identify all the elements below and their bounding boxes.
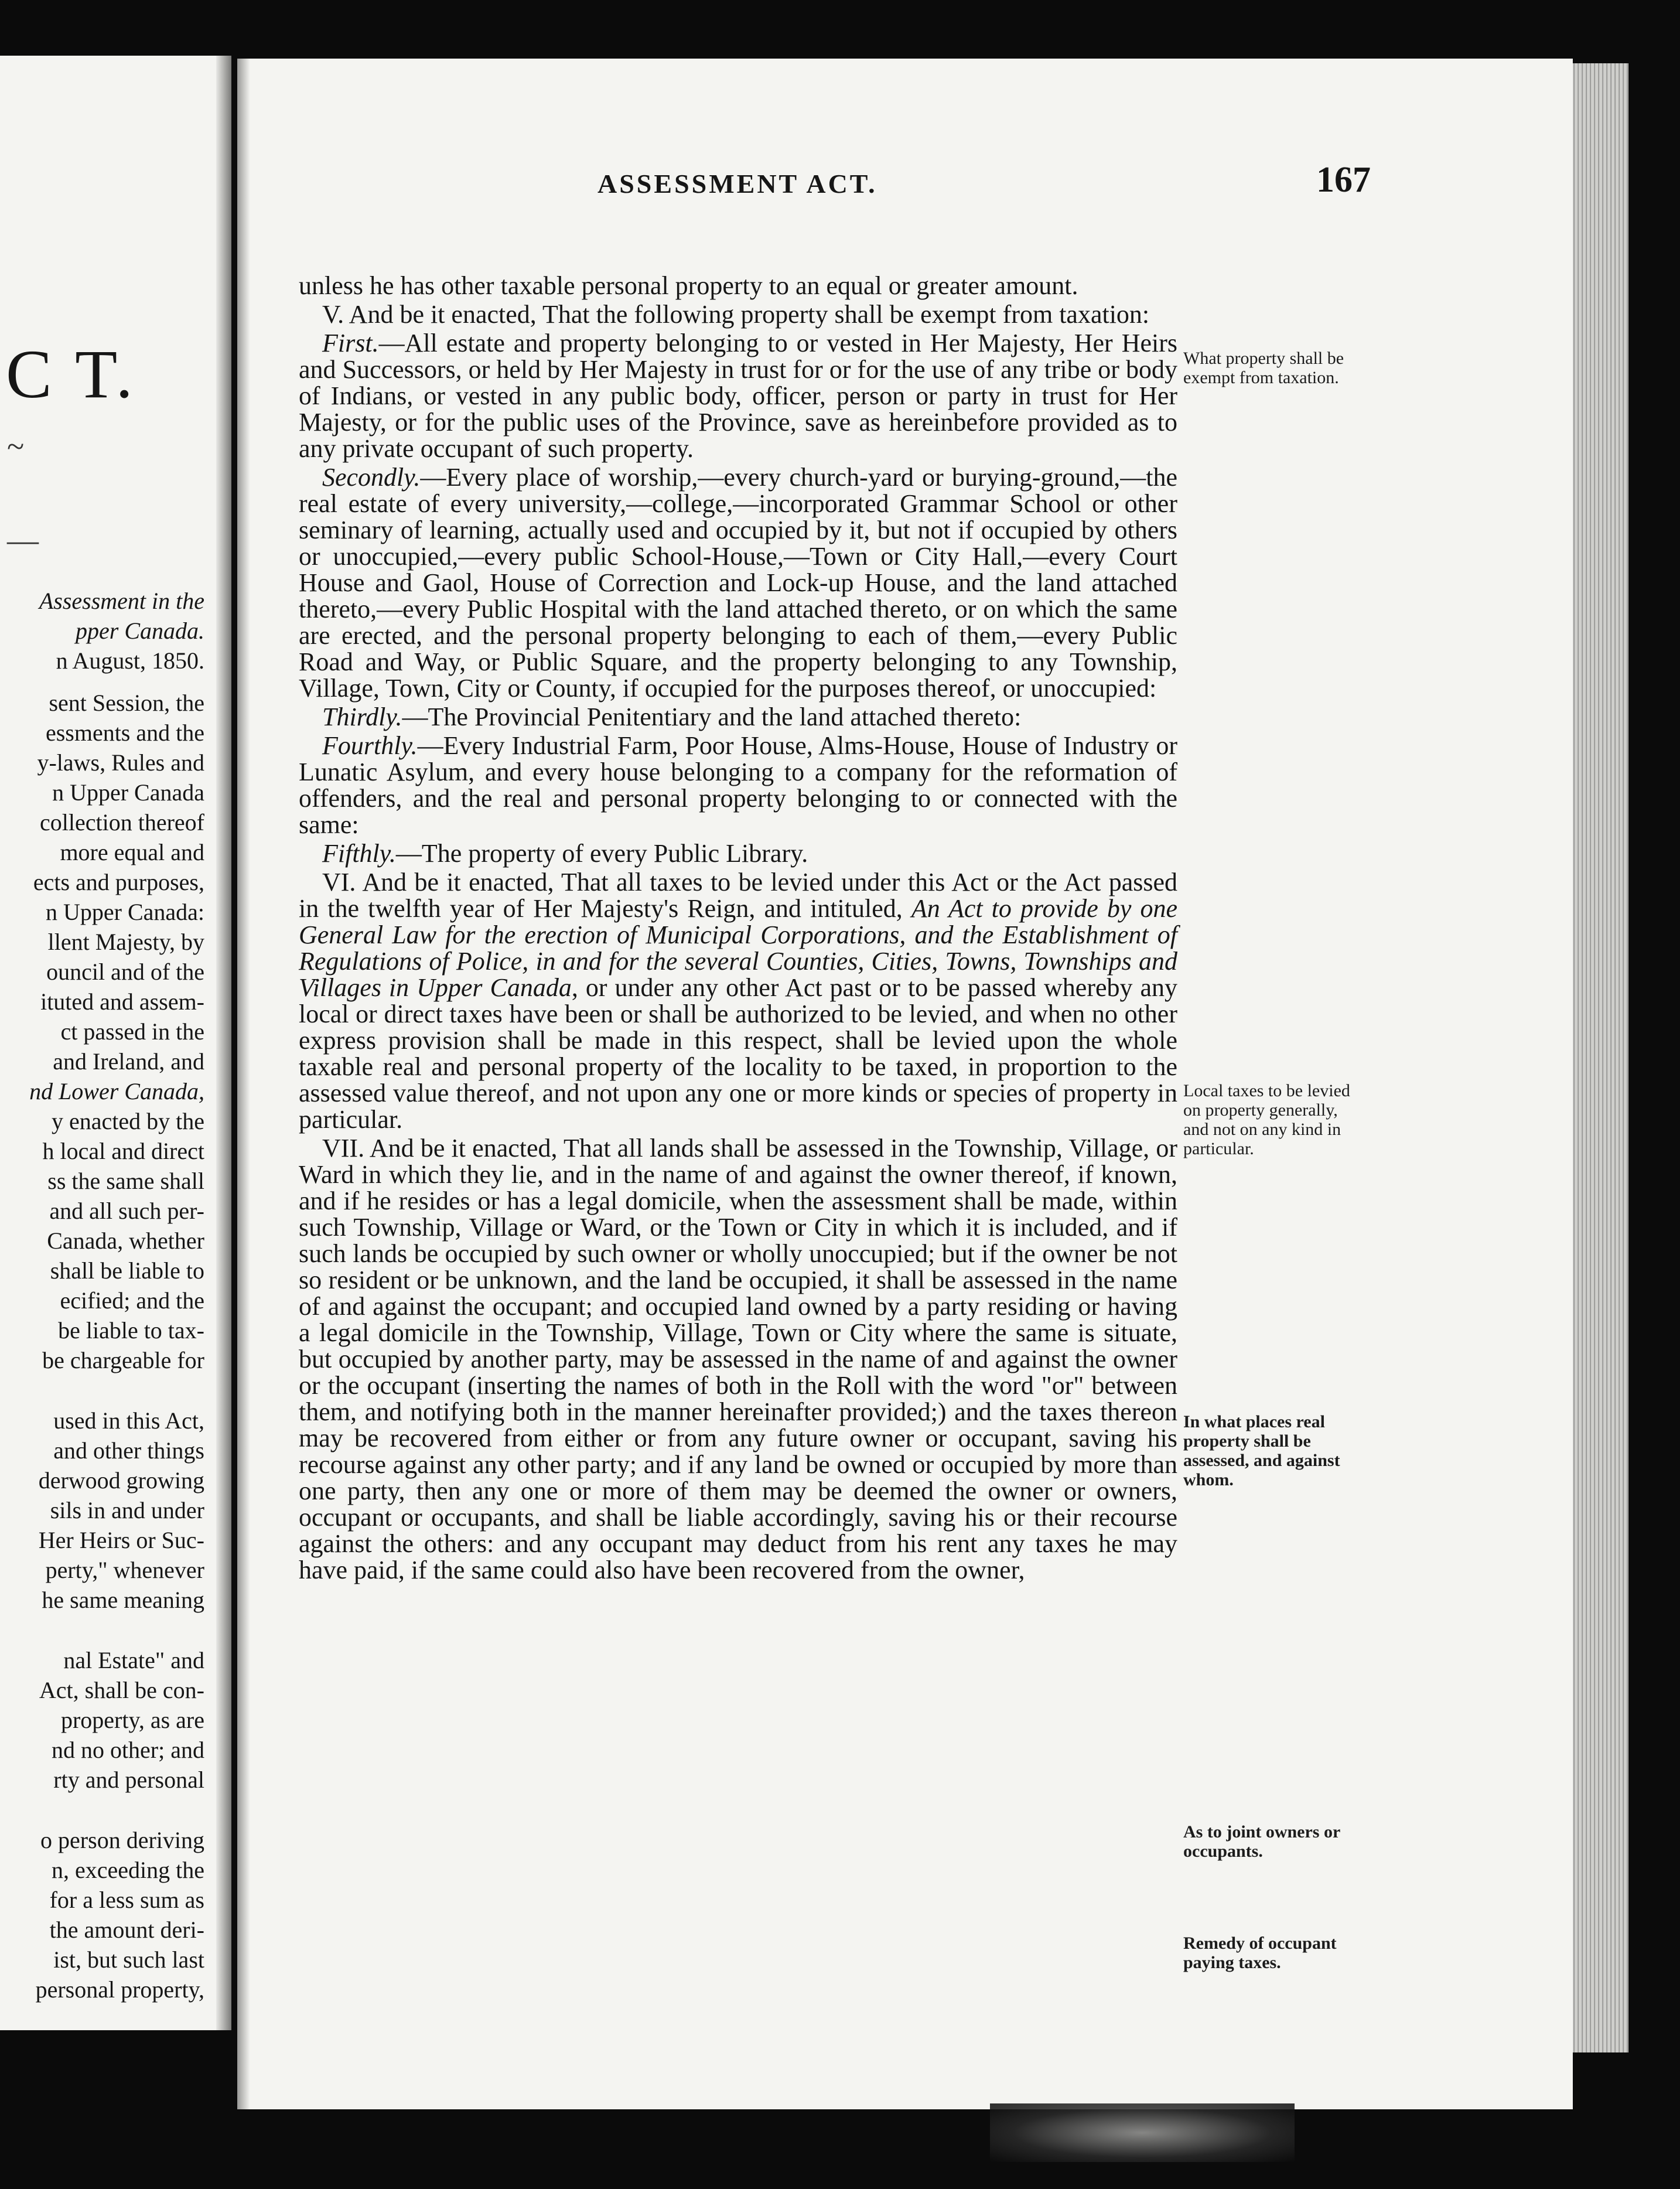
previous-page-line: used in this Act,	[53, 1407, 204, 1434]
previous-page-line: property, as are	[60, 1707, 204, 1733]
previous-page-line: ecified; and the	[60, 1287, 204, 1314]
previous-page-line: for a less sum as	[49, 1887, 204, 1913]
previous-page-fragment	[0, 56, 231, 2030]
previous-page-line: Act, shall be con-	[39, 1677, 204, 1703]
previous-page-line: sent Session, the	[49, 690, 204, 716]
previous-page-line: h local and direct	[42, 1138, 204, 1164]
previous-page-line: Her Heirs or Suc-	[38, 1527, 204, 1553]
previous-page-line: collection thereof	[40, 809, 204, 836]
clause-secondly	[299, 464, 1177, 701]
section-v: V. And be it enacted, That the following property shall be exempt from taxation:	[322, 300, 1150, 329]
page-number: 167	[1316, 160, 1371, 200]
clause-fourthly	[299, 732, 1177, 838]
previous-page-line: nd Lower Canada,	[29, 1078, 204, 1104]
clause-thirdly	[299, 704, 1177, 730]
previous-page-line: and all such per-	[49, 1198, 204, 1224]
previous-page-line: ct passed in the	[60, 1018, 204, 1045]
margin-note-joint-owners: As to joint owners or occupants.	[1183, 1822, 1340, 1861]
previous-page-line: ouncil and of the	[46, 959, 204, 985]
section-vi	[299, 869, 1177, 1133]
previous-page-line: he same meaning	[42, 1587, 204, 1613]
previous-page-line: shall be liable to	[50, 1257, 204, 1284]
paragraph: unless he has other taxable personal property to an equal or greater amount.	[299, 271, 1078, 300]
page-title: ASSESSMENT ACT.	[597, 169, 877, 199]
previous-page-line: llent Majesty, by	[47, 929, 204, 955]
previous-page-line: y-laws, Rules and	[37, 749, 204, 776]
previous-page-line: ituted and assem-	[40, 988, 204, 1015]
clause-lead: Fourthly.	[322, 731, 418, 760]
page-curl	[990, 2103, 1295, 2162]
previous-page-text-column	[0, 586, 204, 2004]
previous-page-line: Canada, whether	[47, 1228, 204, 1254]
previous-page-title: C T.	[6, 336, 136, 412]
previous-page-line: and Ireland, and	[53, 1048, 204, 1075]
ornament-rule: —	[7, 523, 39, 558]
previous-page-line: rty and personal	[53, 1767, 204, 1793]
previous-page-line: y enacted by the	[52, 1108, 204, 1134]
clause-lead: Secondly.	[322, 463, 421, 492]
clause-lead: Thirdly.	[322, 703, 402, 731]
previous-page-line: be chargeable for	[42, 1347, 204, 1373]
clause-text: —All estate and property belonging to or vested in Her Majesty, Her Heirs and Successors, or held by Her Majesty in trust for or for the use of any tribe or body of Indians, or vested in any public body, officer, person or party in trust for Her Majesty, or for the public uses of the Province, save as hereinbefore provided as to any private occupant of such property.	[299, 329, 1177, 463]
previous-page-line: perty," whenever	[45, 1557, 204, 1583]
previous-page-line: pper Canada.	[76, 618, 204, 644]
previous-page-line: ist, but such last	[53, 1946, 204, 1973]
previous-page-line: ss the same shall	[47, 1168, 204, 1194]
previous-page-line: more equal and	[60, 839, 204, 865]
margin-note-exempt: What property shall be exempt from taxation.	[1183, 349, 1344, 387]
clause-text: —Every place of worship,—every church-yard or burying-ground,—the real estate of every university,—college,—incorporated Grammar School or other seminary of learning, actually used and occupied by it, but not if occupied by others or unoccupied,—every public School-House,—Town or City Hall,—every Court House and Gaol, House of Correction and Lock-up House, and the land attached thereto,—every Public Hospital with the land attached thereto, or on which the same are erected, and the personal property belonging to each of them,—every Public Road and Way, or Public Square, and the property belonging to any Township, Village, Town, City or County, if occupied for the purposes thereof, or unoccupied:	[299, 463, 1177, 703]
previous-page-line: ects and purposes,	[33, 869, 204, 895]
previous-page-line: nd no other; and	[51, 1737, 204, 1763]
previous-page-line: and other things	[53, 1437, 204, 1464]
clause-text: —The property of every Public Library.	[395, 839, 808, 868]
clause-first	[299, 330, 1177, 462]
page-shadow	[237, 59, 250, 2109]
previous-page-line: o person deriving	[40, 1827, 204, 1853]
previous-page-line: n, exceeding the	[52, 1857, 204, 1883]
previous-page-line: sils in and under	[50, 1497, 204, 1523]
previous-page-line: the amount deri-	[49, 1917, 204, 1943]
ornament-rule: ~	[7, 429, 25, 464]
margin-note-assessment-place: In what places real property shall be assessed, and against whom.	[1183, 1412, 1340, 1489]
previous-page-line: personal property,	[35, 1976, 204, 2003]
previous-page-line: derwood growing	[38, 1467, 204, 1494]
section-text: VI. And be it enacted, That all taxes to be levied under this Act or the Act passed in the twelfth year of Her Majesty's Reign, and intituled,	[299, 868, 1177, 923]
previous-page-line: essments and the	[45, 720, 204, 746]
clause-fifthly	[299, 840, 1177, 867]
margin-note-remedy: Remedy of occupant paying taxes.	[1183, 1934, 1337, 1972]
running-head	[351, 159, 1371, 212]
clause-text: —Every Industrial Farm, Poor House, Alms-House, House of Industry or Lunatic Asylum, and every house belonging to a company for the reformation of offenders, and the real and personal property belonging to or connected with the same:	[299, 731, 1177, 839]
section-text: , or under any other Act past or to be passed whereby any local or direct taxes have been or shall be authorized to be levied, and when no other express provision shall be made in this respect, shall be levied upon the whole taxable real and personal property of the locality to be taxed, in proportion to the assessed value thereof, and not upon any one or more kinds or species of property in particular.	[299, 973, 1177, 1134]
clause-lead: Fifthly.	[322, 839, 396, 868]
act-title: An Act to provide by one General Law for the erection of Municipal Corporations, and the Establishment of Regulations of Police, in and for the several Counties, Cities, Towns, Townships and Villages in Upper Canada	[299, 894, 1177, 1002]
previous-page-line: n August, 1850.	[56, 647, 204, 674]
clause-lead: First.	[322, 329, 379, 357]
previous-page-line: n Upper Canada	[52, 779, 204, 806]
clause-text: —The Provincial Penitentiary and the land attached thereto:	[402, 703, 1022, 731]
previous-page-line: n Upper Canada:	[45, 899, 204, 925]
book-gutter	[216, 56, 231, 2030]
margin-note-local-taxes: Local taxes to be levied on property generally, and not on any kind in particular.	[1183, 1081, 1350, 1158]
previous-page-line: Assessment in the	[39, 588, 204, 614]
main-text-column	[299, 272, 1177, 1586]
previous-page-line: nal Estate" and	[63, 1647, 204, 1673]
previous-page-line: be liable to tax-	[58, 1317, 204, 1344]
section-vii: VII. And be it enacted, That all lands shall be assessed in the Township, Village, or Ward in which they lie, and in the name of and against the owner thereof, if known, and if he resides or has a legal domicile, when the assessment shall be made, within such Township, Village or Ward, or the Town or City in which it is included, and if such lands be occupied by such owner or wholly unoccupied; but if the owner be not so resident or be unknown, and the land be occupied, it shall be assessed in the name of and against the occupant; and occupied land owned by a party residing or having a legal domicile in the Township, Village, Town or City where the same is situate, but occupied by another party, may be assessed in the name of and against the owner or the occupant (inserting the names of both in the Roll with the word "or" between them, and notifying both in the manner hereinafter provided;) and the taxes thereon may be recovered from either or from any future owner or occupant, saving his recourse against any other party; and if any land be owned or occupied by more than one party, then any one or more of them may be deemed the owner or owners, occupant or occupants, and shall be liable accordingly, saving his or their recourse against the others: and any occupant may deduct from his rent any taxes he may have paid, if the same could also have been recovered from the owner,	[299, 1134, 1177, 1584]
